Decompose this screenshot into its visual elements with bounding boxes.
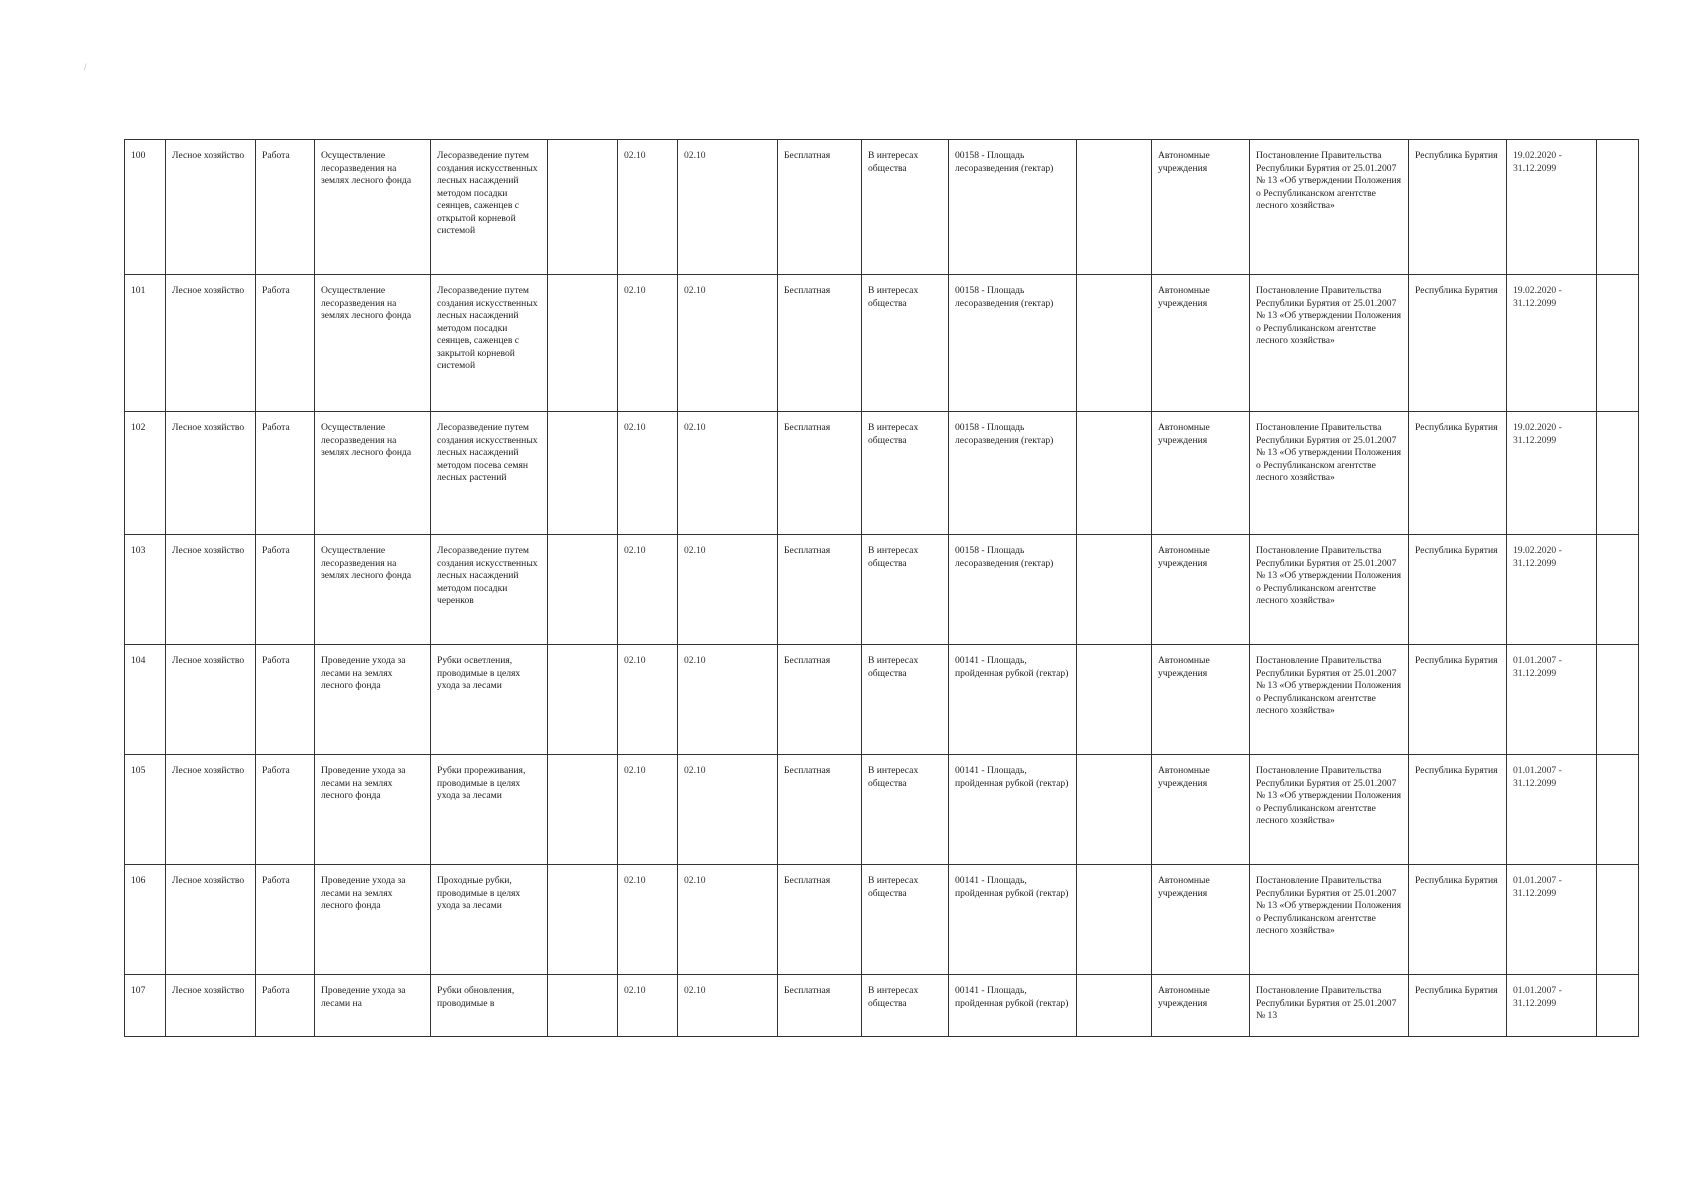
okved-cell: 02.10 — [678, 865, 778, 975]
authority-cell: Республика Бурятия — [1409, 865, 1507, 975]
institutions-cell: Автономные учреждения — [1152, 975, 1250, 1037]
indicator-cell: 00158 - Площадь лесоразведения (гектар) — [949, 535, 1077, 645]
period-cell: 01.01.2007 - 31.12.2099 — [1507, 645, 1597, 755]
okved-cell: 02.10 — [678, 645, 778, 755]
period-cell: 19.02.2020 - 31.12.2099 — [1507, 140, 1597, 275]
empty-cell — [548, 412, 618, 535]
authority-cell: Республика Бурятия — [1409, 140, 1507, 275]
registry-table — [124, 139, 1639, 1037]
institutions-cell: Автономные учреждения — [1152, 275, 1250, 412]
legal-basis-cell: Постановление Правительства Республики Бурятия от 25.01.2007 № 13 «Об утверждении Положения о Республиканском агентстве лесного хозяйства» — [1250, 865, 1409, 975]
interest-cell: В интересах общества — [862, 755, 949, 865]
empty-cell — [1077, 140, 1152, 275]
empty-cell — [1077, 535, 1152, 645]
industry-cell: Лесное хозяйство — [166, 535, 256, 645]
empty-cell — [1077, 975, 1152, 1037]
payment-cell: Бесплатная — [778, 865, 862, 975]
period-cell: 19.02.2020 - 31.12.2099 — [1507, 535, 1597, 645]
indicator-cell: 00158 - Площадь лесоразведения (гектар) — [949, 140, 1077, 275]
empty-cell — [1077, 412, 1152, 535]
payment-cell: Бесплатная — [778, 412, 862, 535]
empty-cell — [1077, 275, 1152, 412]
payment-cell: Бесплатная — [778, 275, 862, 412]
indicator-cell: 00158 - Площадь лесоразведения (гектар) — [949, 275, 1077, 412]
service-name-cell: Осуществление лесоразведения на землях лесного фонда — [315, 275, 431, 412]
indicator-cell: 00158 - Площадь лесоразведения (гектар) — [949, 412, 1077, 535]
indicator-cell: 00141 - Площадь, пройденная рубкой (гектар) — [949, 755, 1077, 865]
legal-basis-cell: Постановление Правительства Республики Бурятия от 25.01.2007 № 13 «Об утверждении Положения о Республиканском агентстве лесного хозяйства» — [1250, 755, 1409, 865]
empty-cell — [548, 645, 618, 755]
period-cell: 01.01.2007 - 31.12.2099 — [1507, 755, 1597, 865]
payment-cell: Бесплатная — [778, 140, 862, 275]
type-cell: Работа — [256, 412, 315, 535]
industry-cell: Лесное хозяйство — [166, 975, 256, 1037]
okved-cell: 02.10 — [678, 140, 778, 275]
interest-cell: В интересах общества — [862, 140, 949, 275]
empty-cell — [1077, 645, 1152, 755]
type-cell: Работа — [256, 755, 315, 865]
industry-cell: Лесное хозяйство — [166, 755, 256, 865]
table-row — [125, 975, 1639, 1037]
institutions-cell: Автономные учреждения — [1152, 535, 1250, 645]
industry-cell: Лесное хозяйство — [166, 412, 256, 535]
okved-cell: 02.10 — [618, 412, 678, 535]
legal-basis-cell: Постановление Правительства Республики Бурятия от 25.01.2007 № 13 «Об утверждении Положения о Республиканском агентстве лесного хозяйства» — [1250, 645, 1409, 755]
legal-basis-cell: Постановление Правительства Республики Бурятия от 25.01.2007 № 13 «Об утверждении Положения о Республиканском агентстве лесного хозяйства» — [1250, 412, 1409, 535]
service-name-cell: Проведение ухода за лесами на землях лесного фонда — [315, 755, 431, 865]
row-number: 103 — [125, 535, 166, 645]
table-row — [125, 412, 1639, 535]
empty-cell — [1077, 865, 1152, 975]
empty-cell — [1597, 645, 1639, 755]
okved-cell: 02.10 — [678, 412, 778, 535]
payment-cell: Бесплатная — [778, 755, 862, 865]
row-number: 102 — [125, 412, 166, 535]
indicator-cell: 00141 - Площадь, пройденная рубкой (гектар) — [949, 865, 1077, 975]
authority-cell: Республика Бурятия — [1409, 412, 1507, 535]
okved-cell: 02.10 — [618, 140, 678, 275]
type-cell: Работа — [256, 975, 315, 1037]
okved-cell: 02.10 — [678, 975, 778, 1037]
interest-cell: В интересах общества — [862, 535, 949, 645]
empty-cell — [1597, 535, 1639, 645]
empty-cell — [548, 275, 618, 412]
indicator-cell: 00141 - Площадь, пройденная рубкой (гектар) — [949, 645, 1077, 755]
row-number: 101 — [125, 275, 166, 412]
row-number: 100 — [125, 140, 166, 275]
legal-basis-cell: Постановление Правительства Республики Бурятия от 25.01.2007 № 13 «Об утверждении Положения о Республиканском агентстве лесного хозяйства» — [1250, 140, 1409, 275]
content-cell: Рубки прореживания, проводимые в целях ухода за лесами — [431, 755, 548, 865]
service-name-cell: Осуществление лесоразведения на землях лесного фонда — [315, 140, 431, 275]
authority-cell: Республика Бурятия — [1409, 755, 1507, 865]
table-row — [125, 645, 1639, 755]
period-cell: 01.01.2007 - 31.12.2099 — [1507, 975, 1597, 1037]
table-row — [125, 865, 1639, 975]
institutions-cell: Автономные учреждения — [1152, 140, 1250, 275]
okved-cell: 02.10 — [618, 865, 678, 975]
authority-cell: Республика Бурятия — [1409, 535, 1507, 645]
content-cell: Лесоразведение путем создания искусственных лесных насаждений методом посадки сеянцев, саженцев с закрытой корневой системой — [431, 275, 548, 412]
empty-cell — [548, 535, 618, 645]
interest-cell: В интересах общества — [862, 975, 949, 1037]
page-mark: / — [84, 62, 87, 72]
empty-cell — [1597, 755, 1639, 865]
okved-cell: 02.10 — [678, 535, 778, 645]
interest-cell: В интересах общества — [862, 412, 949, 535]
interest-cell: В интересах общества — [862, 645, 949, 755]
empty-cell — [548, 140, 618, 275]
institutions-cell: Автономные учреждения — [1152, 865, 1250, 975]
okved-cell: 02.10 — [678, 275, 778, 412]
empty-cell — [1597, 412, 1639, 535]
service-name-cell: Проведение ухода за лесами на — [315, 975, 431, 1037]
interest-cell: В интересах общества — [862, 865, 949, 975]
industry-cell: Лесное хозяйство — [166, 140, 256, 275]
payment-cell: Бесплатная — [778, 645, 862, 755]
indicator-cell: 00141 - Площадь, пройденная рубкой (гектар) — [949, 975, 1077, 1037]
empty-cell — [1077, 755, 1152, 865]
row-number: 107 — [125, 975, 166, 1037]
service-name-cell: Осуществление лесоразведения на землях лесного фонда — [315, 412, 431, 535]
type-cell: Работа — [256, 140, 315, 275]
empty-cell — [548, 975, 618, 1037]
payment-cell: Бесплатная — [778, 975, 862, 1037]
row-number: 104 — [125, 645, 166, 755]
service-name-cell: Проведение ухода за лесами на землях лесного фонда — [315, 865, 431, 975]
service-name-cell: Осуществление лесоразведения на землях лесного фонда — [315, 535, 431, 645]
content-cell: Рубки осветления, проводимые в целях ухода за лесами — [431, 645, 548, 755]
service-name-cell: Проведение ухода за лесами на землях лесного фонда — [315, 645, 431, 755]
period-cell: 19.02.2020 - 31.12.2099 — [1507, 275, 1597, 412]
empty-cell — [1597, 975, 1639, 1037]
empty-cell — [1597, 275, 1639, 412]
okved-cell: 02.10 — [618, 535, 678, 645]
legal-basis-cell: Постановление Правительства Республики Бурятия от 25.01.2007 № 13 — [1250, 975, 1409, 1037]
okved-cell: 02.10 — [678, 755, 778, 865]
content-cell: Проходные рубки, проводимые в целях ухода за лесами — [431, 865, 548, 975]
table-row — [125, 535, 1639, 645]
content-cell: Лесоразведение путем создания искусственных лесных насаждений методом посадки сеянцев, саженцев с открытой корневой системой — [431, 140, 548, 275]
authority-cell: Республика Бурятия — [1409, 645, 1507, 755]
okved-cell: 02.10 — [618, 755, 678, 865]
period-cell: 01.01.2007 - 31.12.2099 — [1507, 865, 1597, 975]
okved-cell: 02.10 — [618, 975, 678, 1037]
empty-cell — [1597, 865, 1639, 975]
type-cell: Работа — [256, 275, 315, 412]
industry-cell: Лесное хозяйство — [166, 865, 256, 975]
legal-basis-cell: Постановление Правительства Республики Бурятия от 25.01.2007 № 13 «Об утверждении Положения о Республиканском агентстве лесного хозяйства» — [1250, 275, 1409, 412]
row-number: 106 — [125, 865, 166, 975]
type-cell: Работа — [256, 865, 315, 975]
table-row — [125, 755, 1639, 865]
institutions-cell: Автономные учреждения — [1152, 755, 1250, 865]
empty-cell — [548, 755, 618, 865]
institutions-cell: Автономные учреждения — [1152, 645, 1250, 755]
type-cell: Работа — [256, 645, 315, 755]
industry-cell: Лесное хозяйство — [166, 645, 256, 755]
legal-basis-cell: Постановление Правительства Республики Бурятия от 25.01.2007 № 13 «Об утверждении Положения о Республиканском агентстве лесного хозяйства» — [1250, 535, 1409, 645]
empty-cell — [548, 865, 618, 975]
content-cell: Рубки обновления, проводимые в — [431, 975, 548, 1037]
table-row — [125, 140, 1639, 275]
payment-cell: Бесплатная — [778, 535, 862, 645]
okved-cell: 02.10 — [618, 645, 678, 755]
authority-cell: Республика Бурятия — [1409, 975, 1507, 1037]
table-row — [125, 275, 1639, 412]
content-cell: Лесоразведение путем создания искусственных лесных насаждений методом посадки черенков — [431, 535, 548, 645]
institutions-cell: Автономные учреждения — [1152, 412, 1250, 535]
row-number: 105 — [125, 755, 166, 865]
period-cell: 19.02.2020 - 31.12.2099 — [1507, 412, 1597, 535]
content-cell: Лесоразведение путем создания искусственных лесных насаждений методом посева семян лесных растений — [431, 412, 548, 535]
empty-cell — [1597, 140, 1639, 275]
industry-cell: Лесное хозяйство — [166, 275, 256, 412]
okved-cell: 02.10 — [618, 275, 678, 412]
type-cell: Работа — [256, 535, 315, 645]
interest-cell: В интересах общества — [862, 275, 949, 412]
authority-cell: Республика Бурятия — [1409, 275, 1507, 412]
